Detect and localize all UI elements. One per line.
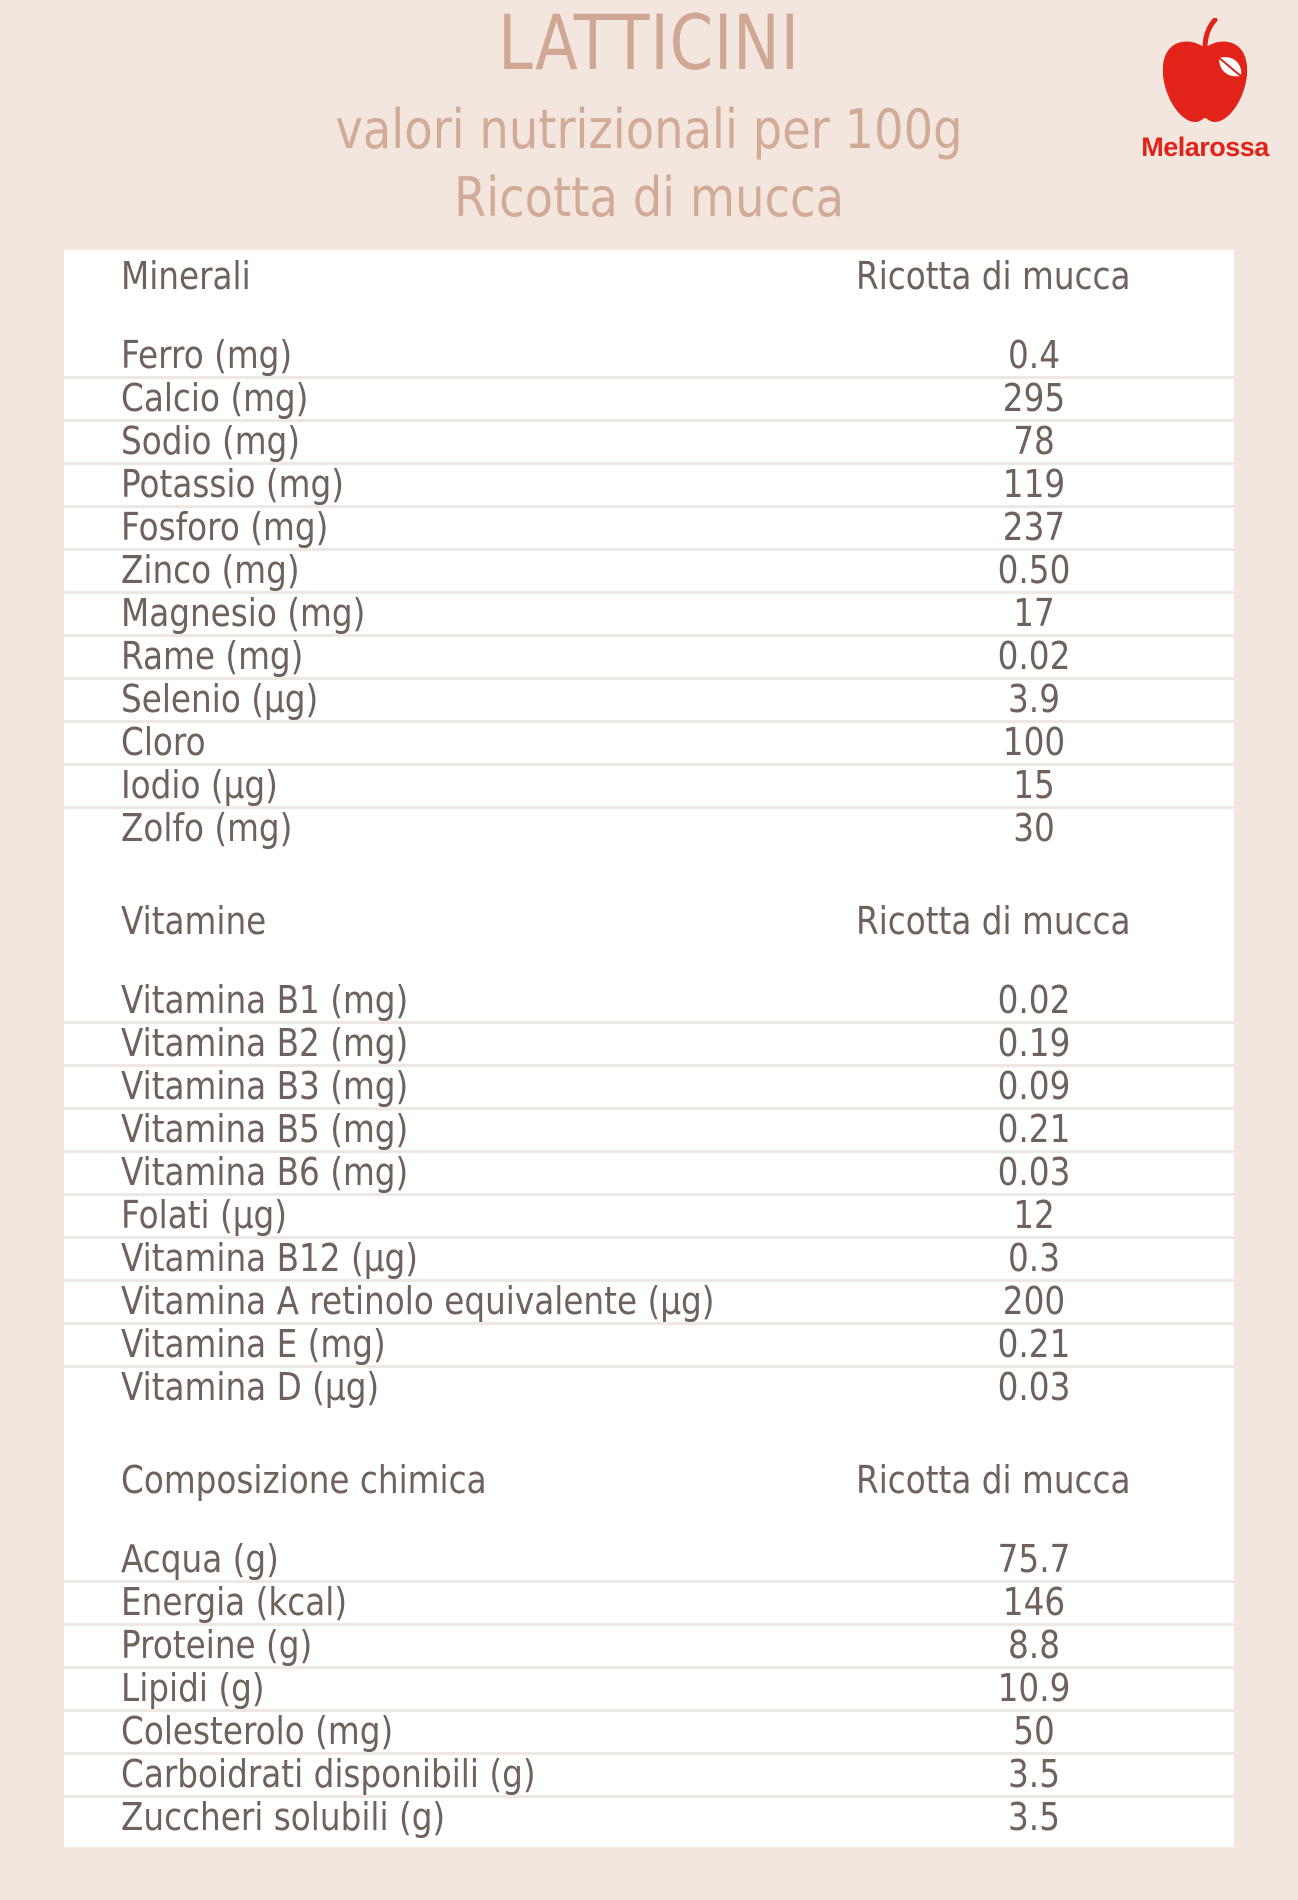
nutrient-name: Vitamina A retinolo equivalente (µg) bbox=[121, 1279, 715, 1323]
table-row bbox=[64, 677, 1234, 723]
section-header bbox=[64, 250, 1234, 336]
nutrient-value: 237 bbox=[1002, 505, 1066, 549]
nutrient-name: Vitamina B6 (mg) bbox=[121, 1150, 409, 1194]
table-row bbox=[64, 1666, 1234, 1712]
nutrient-value: 119 bbox=[1002, 462, 1066, 506]
nutrient-name: Vitamina B3 (mg) bbox=[121, 1064, 409, 1108]
section-composizione-chimica bbox=[64, 1454, 1234, 1841]
section-label: Minerali bbox=[121, 254, 251, 298]
nutrient-name: Vitamina B1 (mg) bbox=[121, 978, 409, 1022]
section-vitamine bbox=[64, 895, 1234, 1411]
table-row bbox=[64, 1064, 1234, 1110]
nutrient-name: Vitamina B2 (mg) bbox=[121, 1021, 409, 1065]
nutrient-name: Iodio (µg) bbox=[121, 763, 278, 807]
table-row bbox=[64, 1193, 1234, 1239]
nutrient-name: Zolfo (mg) bbox=[121, 806, 293, 850]
nutrient-value: 0.4 bbox=[1008, 333, 1060, 377]
section-minerali bbox=[64, 250, 1234, 852]
section-label: Vitamine bbox=[121, 899, 267, 943]
nutrient-name: Colesterolo (mg) bbox=[121, 1709, 394, 1753]
nutrient-value: 75.7 bbox=[997, 1537, 1071, 1581]
melarossa-logo[interactable] bbox=[1130, 18, 1280, 168]
nutrient-value: 0.3 bbox=[1008, 1236, 1060, 1280]
section-header bbox=[64, 1454, 1234, 1540]
table-row bbox=[64, 462, 1234, 508]
table-row bbox=[64, 1365, 1234, 1411]
nutrient-name: Potassio (mg) bbox=[121, 462, 344, 506]
column-header: Ricotta di mucca bbox=[856, 899, 1131, 943]
nutrient-value: 146 bbox=[1002, 1580, 1066, 1624]
nutrient-name: Ferro (mg) bbox=[121, 333, 293, 377]
nutrient-name: Proteine (g) bbox=[121, 1623, 313, 1667]
product-name: Ricotta di mucca bbox=[453, 166, 845, 229]
nutrient-name: Sodio (mg) bbox=[121, 419, 301, 463]
column-header: Ricotta di mucca bbox=[856, 254, 1131, 298]
nutrient-value: 0.03 bbox=[997, 1365, 1071, 1409]
nutrient-value: 0.02 bbox=[997, 634, 1071, 678]
table-row bbox=[64, 1623, 1234, 1669]
page-subtitle: valori nutrizionali per 100g bbox=[335, 98, 963, 161]
nutrient-name: Vitamina E (mg) bbox=[121, 1322, 386, 1366]
nutrient-value: 15 bbox=[1013, 763, 1055, 807]
page-title: LATTICINI bbox=[498, 0, 800, 87]
column-header: Ricotta di mucca bbox=[856, 1458, 1131, 1502]
section-header bbox=[64, 895, 1234, 981]
table-row bbox=[64, 591, 1234, 637]
nutrient-name: Magnesio (mg) bbox=[121, 591, 366, 635]
section-label: Composizione chimica bbox=[121, 1458, 487, 1502]
nutrient-name: Zinco (mg) bbox=[121, 548, 300, 592]
nutrient-name: Cloro bbox=[121, 720, 206, 764]
nutrient-value: 10.9 bbox=[997, 1666, 1071, 1710]
nutrient-value: 78 bbox=[1013, 419, 1055, 463]
table-row bbox=[64, 505, 1234, 551]
nutrient-value: 295 bbox=[1002, 376, 1066, 420]
nutrient-name: Vitamina D (µg) bbox=[121, 1365, 380, 1409]
table-row bbox=[64, 1107, 1234, 1153]
nutrient-name: Acqua (g) bbox=[121, 1537, 279, 1581]
apple-icon bbox=[1159, 18, 1251, 126]
section-rows bbox=[64, 978, 1234, 1411]
nutrient-value: 3.9 bbox=[1008, 677, 1060, 721]
table-row bbox=[64, 419, 1234, 465]
nutrient-value: 3.5 bbox=[1008, 1795, 1060, 1839]
table-row bbox=[64, 1537, 1234, 1583]
table-row bbox=[64, 1150, 1234, 1196]
section-rows bbox=[64, 1537, 1234, 1841]
nutrient-value: 12 bbox=[1013, 1193, 1055, 1237]
table-row bbox=[64, 1709, 1234, 1755]
table-row bbox=[64, 333, 1234, 379]
nutrient-value: 100 bbox=[1002, 720, 1066, 764]
nutrient-name: Calcio (mg) bbox=[121, 376, 309, 420]
table-row bbox=[64, 763, 1234, 809]
nutrient-value: 8.8 bbox=[1008, 1623, 1060, 1667]
nutrient-name: Vitamina B12 (µg) bbox=[121, 1236, 419, 1280]
nutrient-value: 3.5 bbox=[1008, 1752, 1060, 1796]
logo-text: Melarossa bbox=[1141, 132, 1269, 162]
nutrient-value: 0.09 bbox=[997, 1064, 1071, 1108]
nutrient-value: 17 bbox=[1013, 591, 1055, 635]
table-row bbox=[64, 720, 1234, 766]
nutrient-value: 50 bbox=[1013, 1709, 1055, 1753]
nutrient-value: 0.02 bbox=[997, 978, 1071, 1022]
nutrient-name: Zuccheri solubili (g) bbox=[121, 1795, 446, 1839]
table-row bbox=[64, 1236, 1234, 1282]
nutrient-name: Energia (kcal) bbox=[121, 1580, 348, 1624]
nutrient-name: Lipidi (g) bbox=[121, 1666, 265, 1710]
table-row bbox=[64, 978, 1234, 1024]
table-row bbox=[64, 806, 1234, 852]
table-row bbox=[64, 634, 1234, 680]
nutrient-value: 200 bbox=[1002, 1279, 1066, 1323]
table-row bbox=[64, 1021, 1234, 1067]
nutrient-value: 0.21 bbox=[997, 1322, 1071, 1366]
nutrition-table bbox=[64, 250, 1234, 1847]
table-row bbox=[64, 1752, 1234, 1798]
nutrient-value: 0.50 bbox=[997, 548, 1071, 592]
nutrient-name: Selenio (µg) bbox=[121, 677, 319, 721]
nutrient-name: Vitamina B5 (mg) bbox=[121, 1107, 409, 1151]
table-row bbox=[64, 1279, 1234, 1325]
table-row bbox=[64, 1580, 1234, 1626]
nutrient-value: 0.03 bbox=[997, 1150, 1071, 1194]
table-row bbox=[64, 1322, 1234, 1368]
table-row bbox=[64, 548, 1234, 594]
nutrient-value: 30 bbox=[1013, 806, 1055, 850]
nutrient-name: Fosforo (mg) bbox=[121, 505, 329, 549]
table-row bbox=[64, 1795, 1234, 1841]
nutrient-name: Rame (mg) bbox=[121, 634, 304, 678]
nutrient-value: 0.21 bbox=[997, 1107, 1071, 1151]
section-rows bbox=[64, 333, 1234, 852]
table-row bbox=[64, 376, 1234, 422]
nutrient-value: 0.19 bbox=[997, 1021, 1071, 1065]
nutrient-name: Carboidrati disponibili (g) bbox=[121, 1752, 536, 1796]
nutrient-name: Folati (µg) bbox=[121, 1193, 288, 1237]
